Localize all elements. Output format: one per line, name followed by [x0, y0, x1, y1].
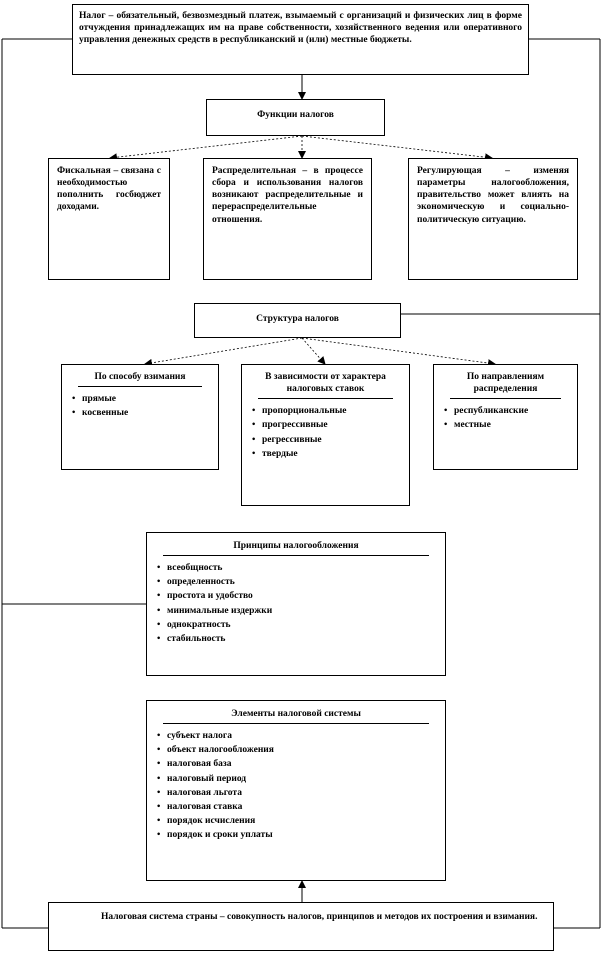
by-distribution-box	[433, 364, 578, 470]
list-item: • налоговая льгота	[155, 787, 437, 799]
arrow-to-fiscal	[110, 136, 302, 158]
by-method-box	[61, 364, 219, 470]
principles-list	[155, 562, 437, 645]
list-item: • налоговый период	[155, 773, 437, 785]
elements-list	[155, 730, 437, 841]
arrow-to-by-distribution	[302, 338, 495, 364]
list-item: • определенность	[155, 576, 437, 588]
elements-separator	[163, 723, 429, 724]
by-method-list	[70, 393, 210, 419]
functions-title: Функции налогов	[257, 110, 334, 120]
list-item: • регрессивные	[250, 434, 401, 446]
list-item: • твердые	[250, 448, 401, 460]
arrow-to-by-rate	[302, 338, 325, 364]
arrow-to-by-method	[145, 338, 302, 364]
fiscal-function-text: Фискальная – связана с необходимостью пополнить госбюджет доходами.	[57, 166, 161, 213]
tax-system-definition-box	[48, 902, 554, 951]
list-item: • порядок исчисления	[155, 815, 437, 827]
structure-title: Структура налогов	[256, 314, 339, 324]
by-distribution-title: По направлениям распределения	[466, 372, 545, 395]
list-item: • налоговая ставка	[155, 801, 437, 813]
list-item: • прямые	[70, 393, 210, 405]
list-item: • республиканские	[442, 405, 569, 417]
fiscal-function-box	[48, 158, 170, 280]
tax-definition-box	[72, 4, 529, 75]
distributive-function-box	[203, 158, 372, 280]
by-method-title: По способу взимания	[94, 372, 186, 382]
list-item: • однократность	[155, 619, 437, 631]
by-rate-list	[250, 405, 401, 460]
list-item: • пропорциональные	[250, 405, 401, 417]
regulatory-function-box	[408, 158, 578, 280]
list-item: • минимальные издержки	[155, 605, 437, 617]
list-item: • объект налогообложения	[155, 744, 437, 756]
list-item: • субъект налога	[155, 730, 437, 742]
list-item: • всеобщность	[155, 562, 437, 574]
list-item: • местные	[442, 419, 569, 431]
list-item: • косвенные	[70, 407, 210, 419]
tax-definition-text: Налог – обязательный, безвозмездный платеж, взымаемый с организаций и физических лиц в форме отчуждения принадлежащих им на праве собственности, хозяйственного ведения или оперативного управления денежных средств в республиканский и (или) местные бюджеты.	[79, 11, 522, 46]
list-item: • стабильность	[155, 633, 437, 645]
tax-system-definition-text: Налоговая система страны – совокупность налогов, принципов и методов их построения и взимания.	[101, 912, 538, 922]
principles-separator	[163, 555, 429, 556]
principles-title: Принципы налогообложения	[233, 541, 359, 551]
by-rate-separator	[258, 398, 393, 399]
principles-box	[146, 532, 446, 676]
by-rate-box	[241, 364, 410, 506]
list-item: • порядок и сроки уплаты	[155, 829, 437, 841]
by-distribution-separator	[450, 398, 561, 399]
by-distribution-list	[442, 405, 569, 431]
distributive-function-text: Распределительная – в процессе сбора и использования налогов возникают распределительные и перераспределительные отношения.	[212, 166, 363, 225]
arrow-to-regulatory	[302, 136, 492, 158]
elements-title: Элементы налоговой системы	[231, 709, 361, 719]
list-item: • простота и удобство	[155, 590, 437, 602]
functions-title-box	[206, 99, 385, 136]
list-item: • налоговая база	[155, 758, 437, 770]
elements-box	[146, 700, 446, 881]
by-method-separator	[78, 386, 202, 387]
structure-title-box	[194, 303, 401, 338]
list-item: • прогрессивные	[250, 419, 401, 431]
regulatory-function-text: Регулирующая – изменяя параметры налогообложения, правительство может влиять на экономическую и социально-политическую ситуацию.	[417, 166, 569, 225]
by-rate-title: В зависимости от характера налоговых ставок	[265, 372, 386, 395]
